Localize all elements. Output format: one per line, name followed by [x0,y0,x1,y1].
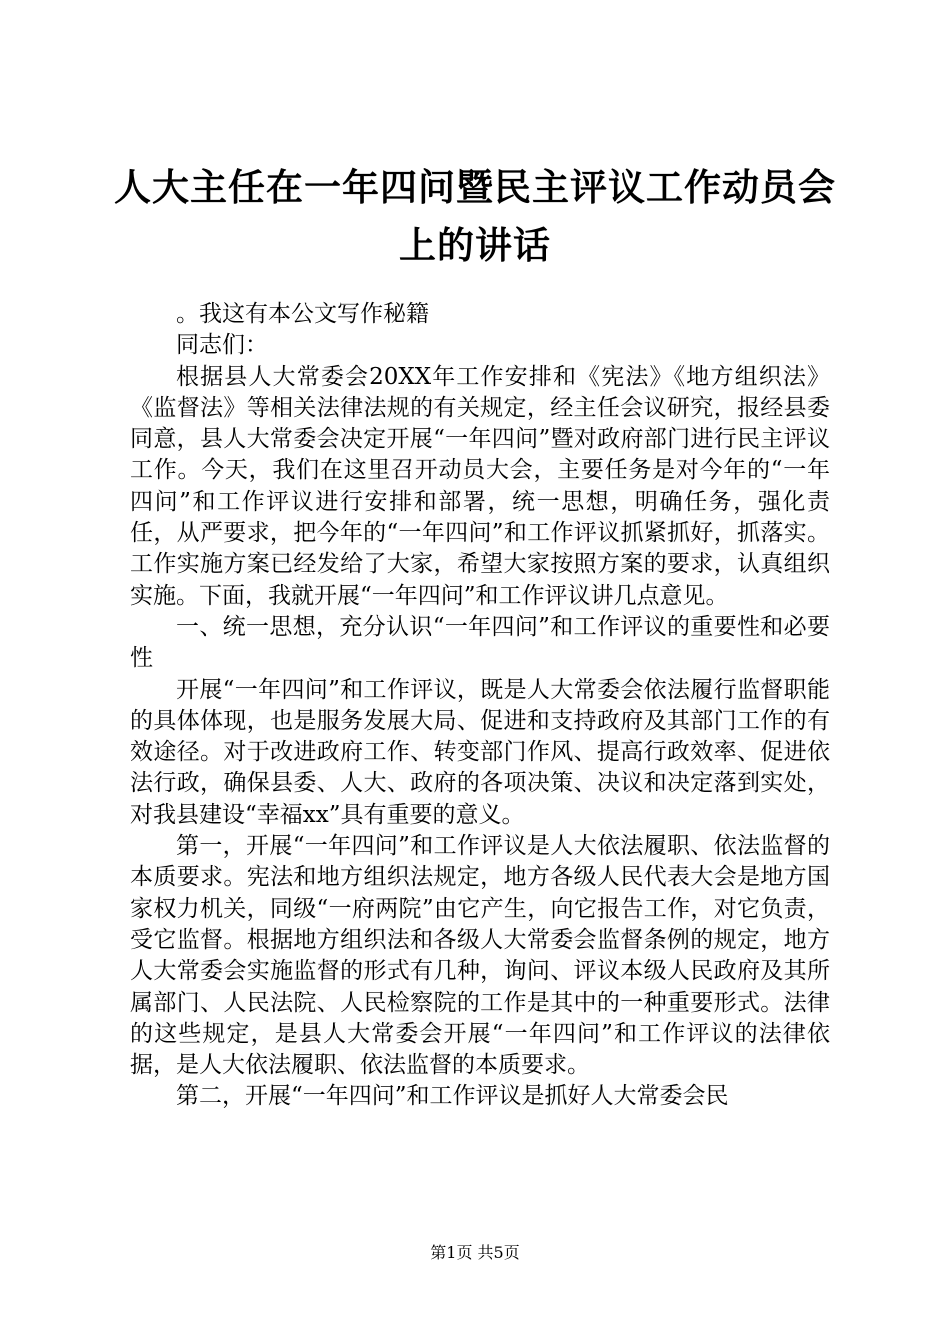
body-paragraph: 第一，开展“一年四问”和工作评议是人大依法履职、依法监督的本质要求。宪法和地方组织法规定，地方各级人民代表大会是地方国家权力机关，同级“一府两院”由它产生，向它报告工作，对它负责，受它监督。根据地方组织法和各级人大常委会监督条例的规定，地方人大常委会实施监督的形式有几种，询问、评议本级人民政府及其所属部门、人民法院、人民检察院的工作是其中的一种重要形式。法律的这些规定，是县人大常委会开展“一年四问”和工作评议的法律依据，是人大依法履职、依法监督的本质要求。 [130,833,830,1079]
body-paragraph: 第二，开展“一年四问”和工作评议是抓好人大常委会民 [176,1083,729,1110]
document-title: 人大主任在一年四问暨民主评议工作动员会上的讲话 [114,165,836,267]
body-paragraph: 根据县人大常委会20XX年工作安排和《宪法》《地方组织法》《监督法》等相关法律法规的有关规定，经主任会议研究，报经县委同意，县人大常委会决定开展“一年四问”暨对政府部门进行民主评议工作。今天，我们在这里召开动员大会，主要任务是对今年的“一年四问”和工作评议进行安排和部署，统一思想，明确任务，强化责任，从严要求，把今年的“一年四问”和工作评议抓紧抓好，抓落实。工作实施方案已经发给了大家，希望大家按照方案的要求，认真组织实施。下面，我就开展“一年四问”和工作评议讲几点意见。 [130,363,830,609]
body-paragraph: 同志们： [176,332,268,359]
document-body [130,299,830,1113]
body-paragraph: 开展“一年四问”和工作评议，既是人大常委会依法履行监督职能的具体体现，也是服务发展大局、促进和支持政府及其部门工作的有效途径。对于改进政府工作、转变部门作风、提高行政效率、促进依法行政，确保县委、人大、政府的各项决策、决议和决定落到实处，对我县建设“幸福xx”具有重要的意义。 [130,676,830,828]
section-heading: 一、统一思想，充分认识“一年四问”和工作评议的重要性和必要性 [130,613,830,672]
page-footer: 第1页 共5页 [430,1243,520,1262]
body-paragraph: 。我这有本公文写作秘籍 [176,301,429,327]
